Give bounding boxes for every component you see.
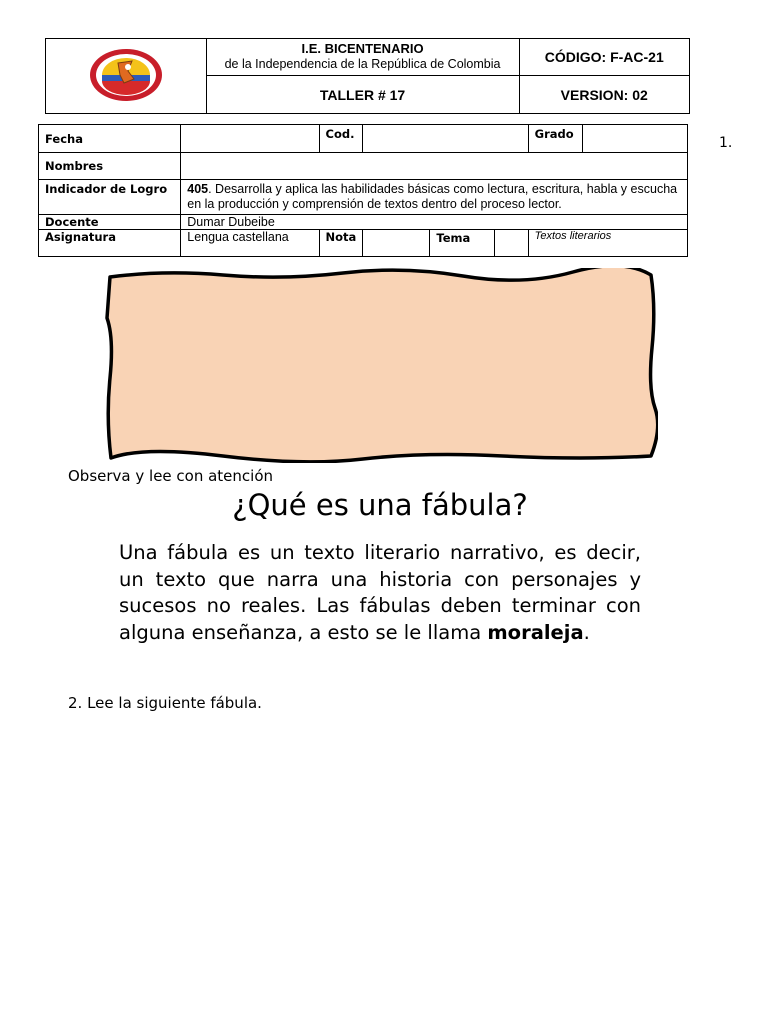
definition-paragraph [119, 540, 641, 646]
instruction-text: Observa y lee con atención [68, 467, 274, 485]
code-cell [519, 39, 690, 76]
definition-text: Una fábula es un texto literario narrativo, es decir, un texto que narra una historia con personajes y sucesos no reales. Las fábulas deben terminar con alguna enseñanza, a esto se le llama [119, 541, 641, 644]
tema-label: Tema [430, 230, 495, 256]
section-title: ¿Qué es una fábula? [232, 488, 528, 522]
workshop-cell [206, 76, 519, 114]
tema-value: Textos literarios [528, 230, 687, 257]
definition-end: . [583, 620, 590, 644]
cod-label: Cod. [319, 125, 363, 153]
version-cell [519, 76, 690, 114]
side-number: 1. [719, 135, 733, 151]
asignatura-value: Lengua castellana [181, 230, 319, 257]
info-table [38, 124, 688, 257]
fecha-label: Fecha [39, 125, 181, 153]
institution-cell [206, 39, 519, 76]
asignatura-label: Asignatura [39, 230, 181, 257]
nombres-field[interactable] [181, 153, 688, 180]
nombres-label: Nombres [39, 153, 181, 180]
school-crest-logo [88, 47, 164, 103]
nota-label: Nota [319, 230, 363, 257]
indicador-code: 405 [187, 182, 209, 196]
institution-name: I.E. BICENTENARIO [301, 41, 424, 56]
moraleja-term: moraleja [487, 620, 584, 644]
fecha-field[interactable] [181, 125, 319, 153]
parchment-box [103, 268, 658, 463]
indicador-value [181, 180, 688, 215]
logo-cell [46, 39, 207, 114]
docente-label: Docente [39, 215, 181, 230]
nota-row-cell [363, 230, 528, 257]
nota-field[interactable] [363, 230, 430, 256]
indicador-text: . Desarrolla y aplica las habilidades básicas como lectura, escritura, habla y escucha en la producción y comprensión de textos dentro del proceso lector. [187, 182, 678, 211]
document-code: CÓDIGO: F-AC-21 [544, 49, 664, 65]
workshop-number: TALLER # 17 [319, 86, 406, 103]
step-two-instruction: 2. Lee la siguiente fábula. [68, 694, 262, 712]
header-table [45, 38, 690, 114]
institution-subtitle: de la Independencia de la República de Colombia [224, 57, 501, 71]
docente-value: Dumar Dubeibe [181, 215, 688, 230]
document-version: VERSION: 02 [560, 86, 648, 103]
indicador-label: Indicador de Logro [39, 180, 181, 215]
grado-label: Grado [528, 125, 582, 153]
grado-field[interactable] [582, 125, 687, 153]
cod-field[interactable] [363, 125, 528, 153]
